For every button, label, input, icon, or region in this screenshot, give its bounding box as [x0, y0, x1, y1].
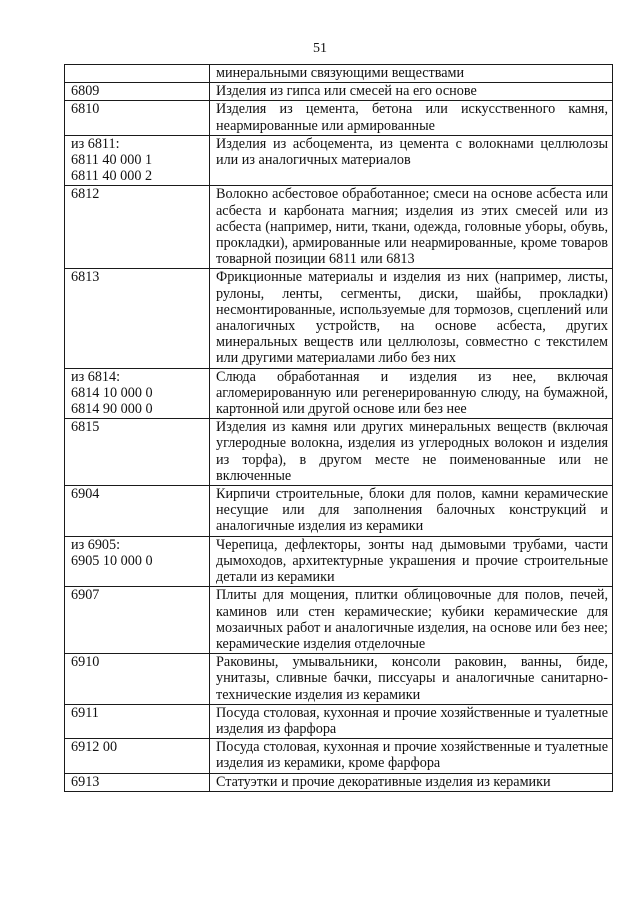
product-description: Статуэтки и прочие декоративные изделия из керамики: [216, 773, 551, 790]
product-code: 6811 40 000 2: [71, 168, 153, 185]
product-code: 6904: [71, 486, 100, 503]
page-number: 51: [313, 41, 327, 56]
product-code: [71, 65, 205, 81]
table-row: [65, 65, 613, 83]
product-code: 6912 00: [71, 739, 118, 756]
description-cell: [210, 186, 613, 269]
code-cell: [65, 587, 210, 654]
description-cell: [210, 704, 613, 738]
tnved-codes-table: [64, 64, 613, 792]
product-description: Изделия из цемента, бетона или искусственного камня, неармированные или армированные: [216, 101, 608, 134]
product-description: Кирпичи строительные, блоки для полов, камни керамические несущие или для заполнения балочных конструкций и аналогичные изделия из керамики: [216, 486, 608, 535]
product-description: Изделия из гипса или смесей на его основе: [216, 83, 477, 100]
table-row: [65, 368, 613, 419]
product-code: из 6814:: [71, 368, 121, 385]
code-cell: [65, 419, 210, 486]
code-cell: [65, 368, 210, 419]
table-row: [65, 654, 613, 705]
code-cell: [65, 654, 210, 705]
product-description: Изделия из камня или других минеральных веществ (включая углеродные волокна, изделия из углеродных волокон и изделия из торфа), в другом месте не поименованные или не включенные: [216, 419, 608, 484]
product-code: 6907: [71, 587, 100, 604]
table-row: [65, 536, 613, 587]
table-row: [65, 83, 613, 101]
product-code: 6812: [71, 186, 100, 203]
description-cell: [210, 773, 613, 791]
code-cell: [65, 269, 210, 368]
description-cell: [210, 135, 613, 186]
product-code: 6810: [71, 101, 100, 118]
product-code: 6809: [71, 83, 100, 100]
table-row: [65, 704, 613, 738]
description-cell: [210, 83, 613, 101]
description-cell: [210, 587, 613, 654]
description-cell: [210, 269, 613, 368]
product-description: Слюда обработанная и изделия из нее, включая агломерированную или регенерированную слюду, на бумажной, картонной или другой основе или без нее: [216, 368, 608, 418]
code-cell: [65, 486, 210, 537]
description-cell: [210, 486, 613, 537]
table-row: [65, 739, 613, 773]
code-cell: [65, 739, 210, 773]
table-row: [65, 773, 613, 791]
description-cell: [210, 654, 613, 705]
product-description: Плиты для мощения, плитки облицовочные для полов, печей, каминов или стен керамические; кубики керамические для мозаичных работ и аналогичные изделия, на основе или без нее; керамические изделия отделочные: [216, 587, 608, 652]
description-cell: [210, 101, 613, 135]
product-code: 6814 90 000 0: [71, 401, 153, 418]
product-code: из 6811:: [71, 135, 120, 152]
code-cell: [65, 773, 210, 791]
product-code: 6911: [71, 704, 99, 721]
code-cell: [65, 83, 210, 101]
product-code: 6910: [71, 654, 100, 671]
product-code: 6905 10 000 0: [71, 552, 153, 569]
product-code: 6814 10 000 0: [71, 384, 153, 401]
code-cell: [65, 135, 210, 186]
table-row: [65, 101, 613, 135]
product-description: Черепица, дефлекторы, зонты над дымовыми трубами, части дымоходов, архитектурные украшения и прочие строительные детали из керамики: [216, 536, 608, 586]
description-cell: [210, 368, 613, 419]
product-description: минеральными связующими веществами: [216, 65, 465, 81]
code-cell: [65, 536, 210, 587]
description-cell: [210, 419, 613, 486]
code-cell: [65, 101, 210, 135]
table-row: [65, 269, 613, 368]
table-row: [65, 486, 613, 537]
description-cell: [210, 536, 613, 587]
description-cell: [210, 739, 613, 773]
product-code: 6913: [71, 773, 100, 790]
code-cell: [65, 65, 210, 83]
product-description: Волокно асбестовое обработанное; смеси на основе асбеста или асбеста и карбоната магния; изделия из этих смесей или из асбеста (например, нити, ткани, одежда, головные уборы, обувь, прокладки), армированные или неармированные, кроме товаров товарной позиции 6811 или 6813: [216, 186, 608, 268]
table-row: [65, 186, 613, 269]
product-code: 6813: [71, 269, 100, 286]
product-code: 6815: [71, 419, 100, 436]
product-description: Изделия из асбоцемента, из цемента с волокнами целлюлозы или из аналогичных материалов: [216, 135, 608, 169]
product-description: Раковины, умывальники, консоли раковин, ванны, биде, унитазы, сливные бачки, писсуары и аналогичные санитарно-технические изделия из керамики: [216, 654, 608, 703]
product-description: Посуда столовая, кухонная и прочие хозяйственные и туалетные изделия из керамики, кроме фарфора: [216, 739, 608, 772]
description-cell: [210, 65, 613, 83]
code-cell: [65, 186, 210, 269]
table-row: [65, 587, 613, 654]
product-description: Посуда столовая, кухонная и прочие хозяйственные и туалетные изделия из фарфора: [216, 704, 608, 737]
product-code: из 6905:: [71, 536, 121, 553]
product-description: Фрикционные материалы и изделия из них (например, листы, рулоны, ленты, сегменты, диски, шайбы, прокладки) несмонтированные, используемые для тормозов, сцеплений или аналогичных устройств, на основе асбеста, других минеральных веществ или целлюлозы, совместно с текстилем или другими материалами либо без них: [216, 269, 608, 367]
product-code: 6811 40 000 1: [71, 152, 153, 169]
table-row: [65, 135, 613, 186]
table-row: [65, 419, 613, 486]
code-cell: [65, 704, 210, 738]
